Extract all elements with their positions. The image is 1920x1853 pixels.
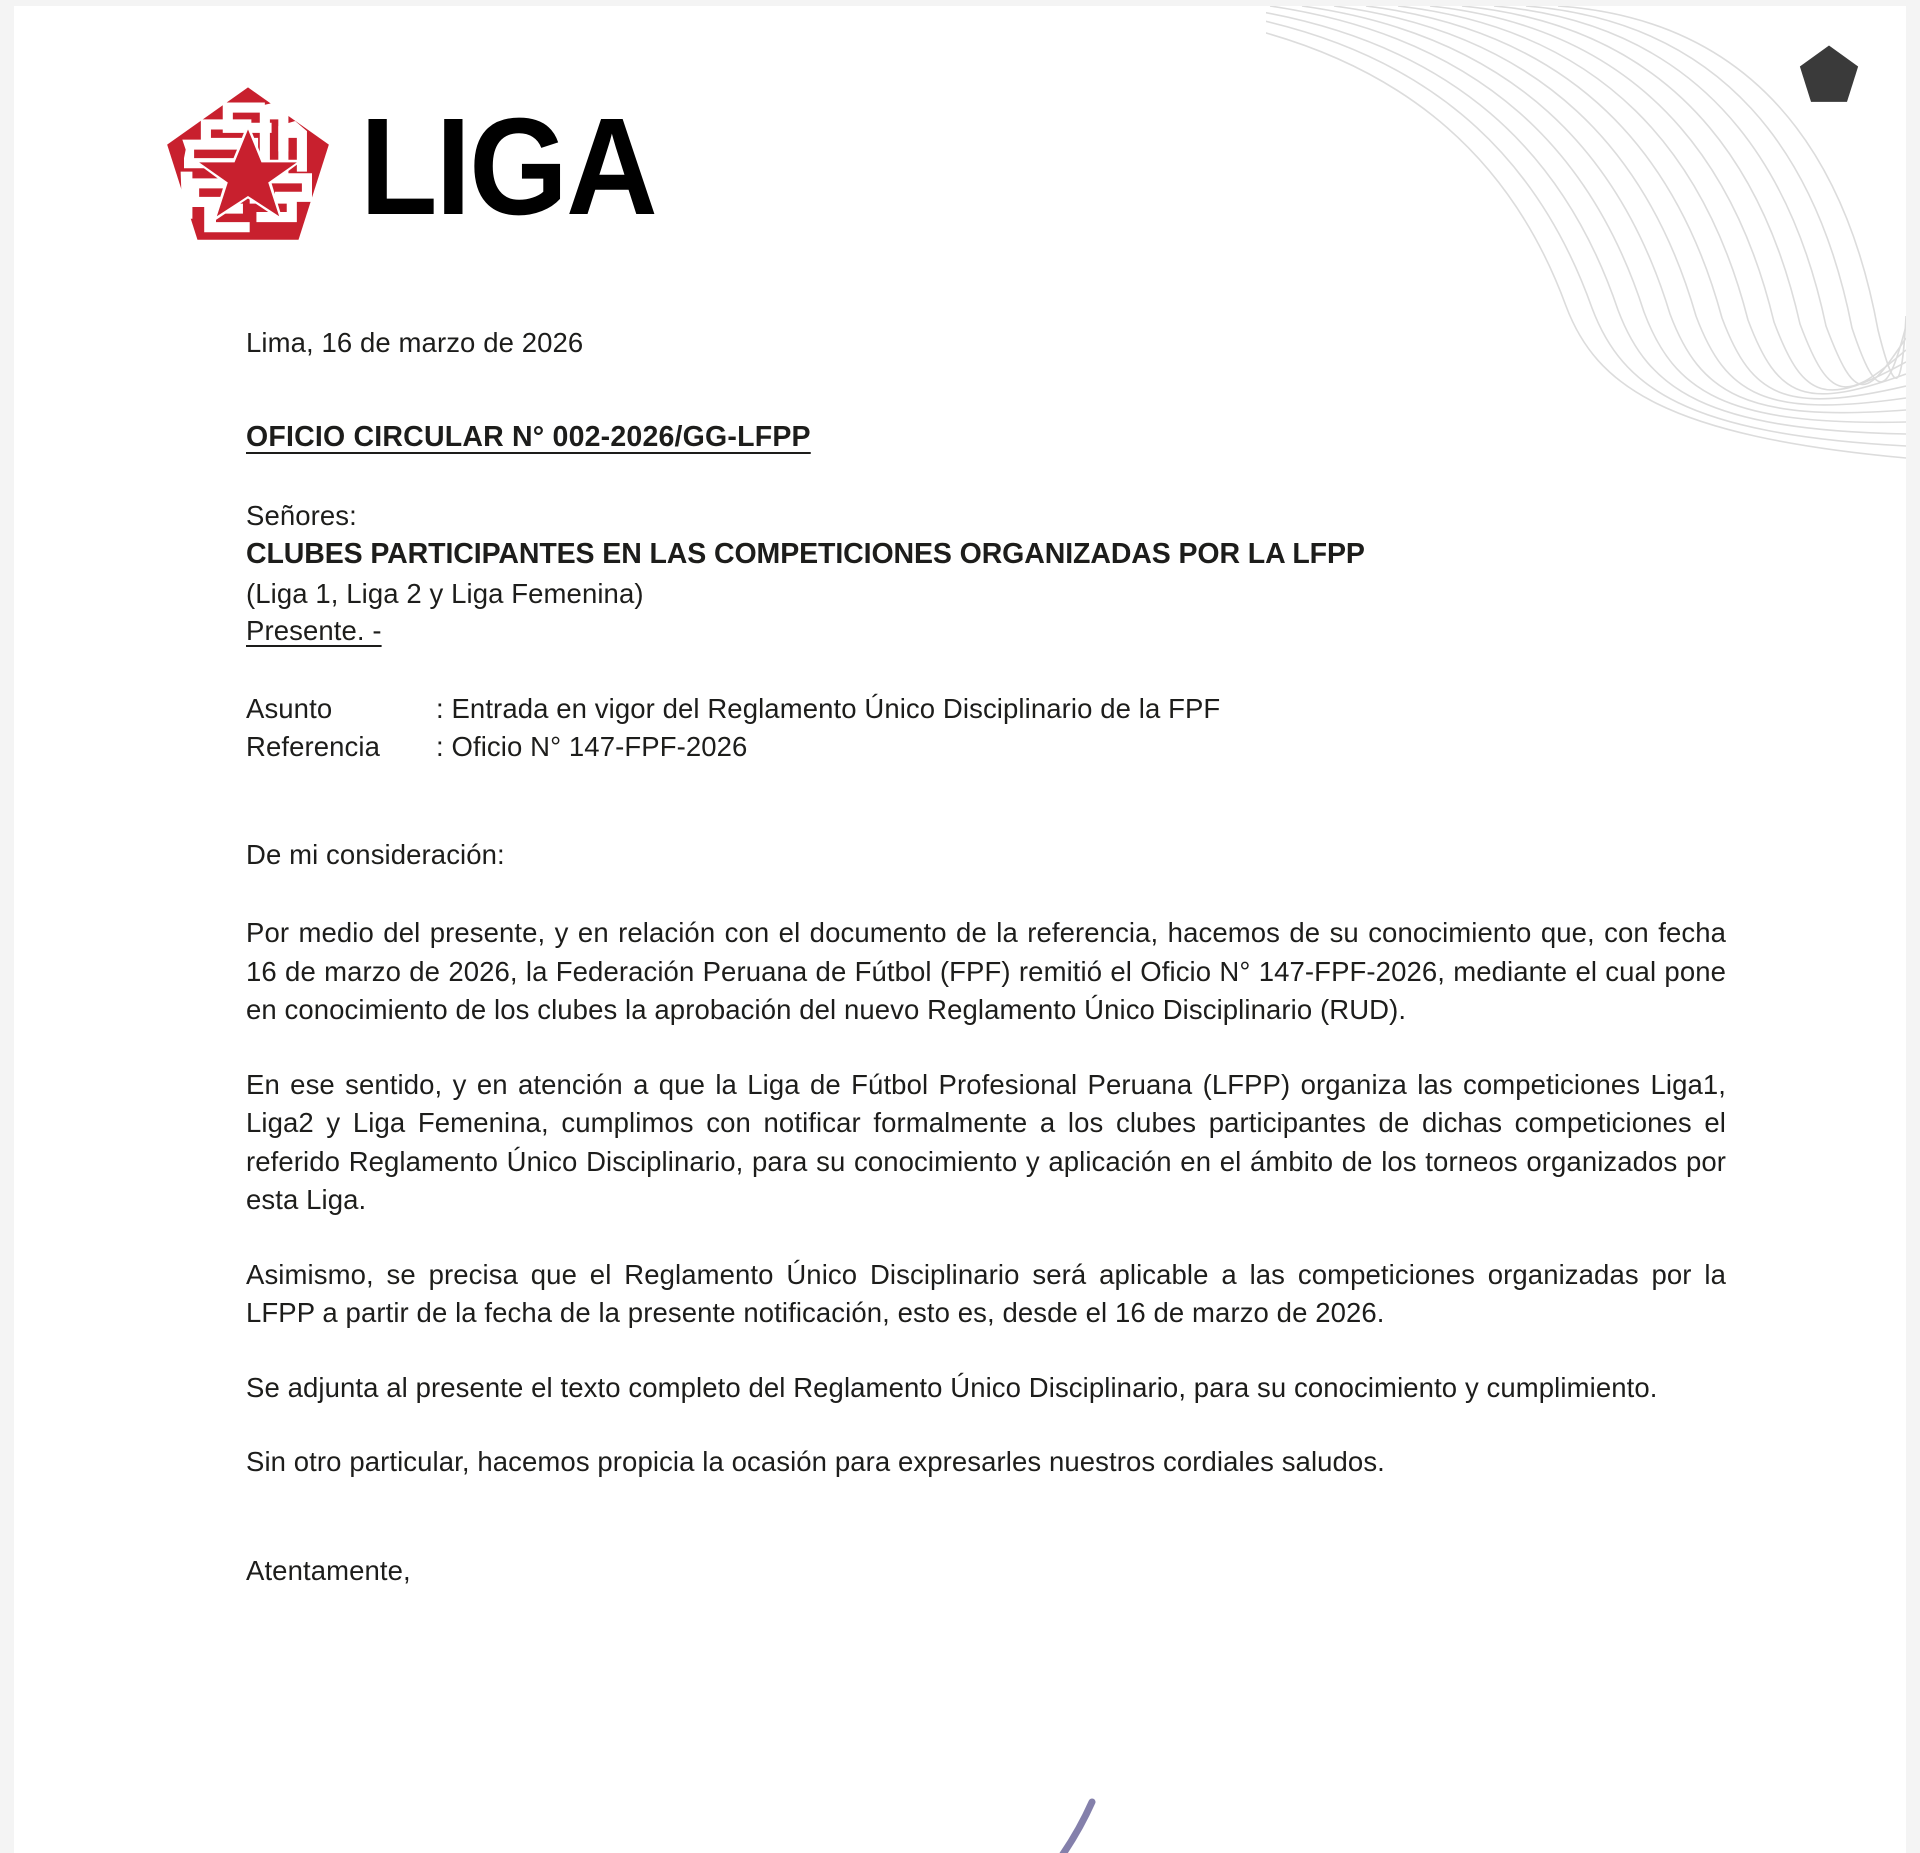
paragraph-3: Asimismo, se precisa que el Reglamento Único Disciplinario será aplicable a las competiciones organizadas por la LFPP a partir de la fecha de la presente notificación, esto es, desde el 16 de marzo de 2026. xyxy=(246,1258,1726,1329)
document-title: OFICIO CIRCULAR N° 002-2026/GG-LFPP xyxy=(246,420,811,453)
meta-row-referencia xyxy=(246,728,1726,766)
date-line: Lima, 16 de marzo de 2026 xyxy=(246,327,584,358)
pentagon-shape-icon xyxy=(1798,44,1860,104)
paragraph-1: Por medio del presente, y en relación con el documento de la referencia, hacemos de su conocimiento que, con fecha 16 de marzo de 2026, la Federación Peruana de Fútbol (FPF) remitió el Oficio N° 147-FPF-2026, mediante el cual pone en conocimiento de los clubes la aprobación del nuevo Reglamento Único Disciplinario (RUD). xyxy=(246,917,1726,1026)
addressee-present: Presente. - xyxy=(246,615,382,647)
liga-wordmark: LIGA xyxy=(360,90,656,244)
closing-line: Atentamente, xyxy=(246,1554,411,1586)
liga-star-pentagon-logo-icon xyxy=(162,84,334,244)
meta-label-asunto: Asunto xyxy=(246,693,333,725)
meta-value-asunto: : Entrada en vigor del Reglamento Único Disciplinario de la FPF xyxy=(436,693,1221,725)
paragraph-2: En ese sentido, y en atención a que la Liga de Fútbol Profesional Peruana (LFPP) organiza las competiciones Liga1, Liga2 y Liga Femenina, cumplimos con notificar formalmente a los clubes participantes de dichas competiciones el referido Reglamento Único Disciplinario, para su conocimiento y aplicación en el ámbito de los torneos organizados por esta Liga. xyxy=(246,1068,1726,1216)
signature-ink-stroke xyxy=(1034,1794,1154,1853)
letter-body xyxy=(246,324,1726,1590)
letterhead xyxy=(162,84,682,244)
addressee-present-wrapper xyxy=(246,612,1726,650)
paragraph-4: Se adjunta al presente el texto completo del Reglamento Único Disciplinario, para su conocimiento y cumplimiento. xyxy=(246,1371,1658,1403)
greeting-line: De mi consideración: xyxy=(246,839,505,871)
addressee-leagues: (Liga 1, Liga 2 y Liga Femenina) xyxy=(246,577,644,609)
addressee-salutation: Señores: xyxy=(246,500,357,532)
addressee-recipient: CLUBES PARTICIPANTES EN LAS COMPETICIONES ORGANIZADAS POR LA LFPP xyxy=(246,538,1365,571)
paragraph-5: Sin otro particular, hacemos propicia la ocasión para expresarles nuestros cordiales saludos. xyxy=(246,1446,1385,1478)
meta-value-referencia: : Oficio N° 147-FPF-2026 xyxy=(436,731,748,763)
meta-row-asunto xyxy=(246,690,1726,728)
meta-label-referencia: Referencia xyxy=(246,731,380,763)
